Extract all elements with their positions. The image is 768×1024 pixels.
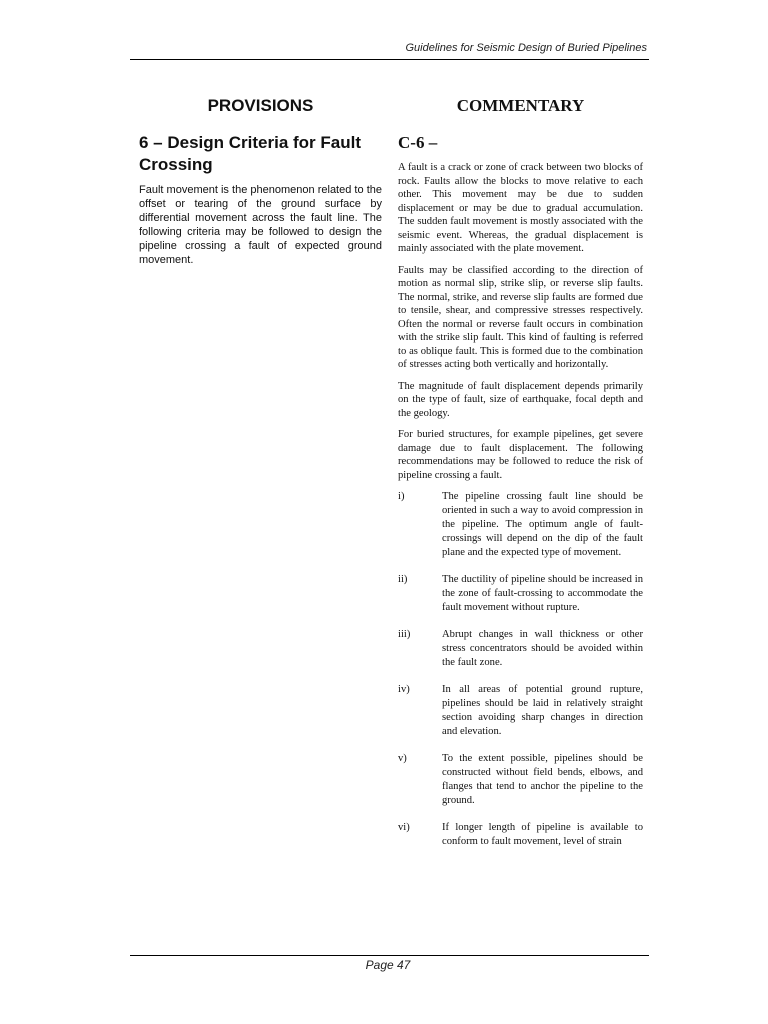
commentary-paragraph: Faults may be classified according to the direction of motion as normal slip, strike slip, or reverse slip faults. The normal, strike, and reverse slip faults are formed due to tensile, shear, and compressive stresses respectively. Often the normal or reverse fault occurs in combination with the strike slip fault. This kind of faulting is referred to as oblique fault. This is formed due to the combination of stresses acting both vertically and horizontally. bbox=[398, 264, 643, 370]
commentary-paragraph: The magnitude of fault displacement depends primarily on the type of fault, size of earthquake, focal depth and the geology. bbox=[398, 380, 643, 419]
commentary-column bbox=[398, 94, 643, 862]
list-item bbox=[398, 490, 643, 560]
list-item-text: To the extent possible, pipelines should be constructed without field bends, elbows, and flanges that tend to anchor the pipeline to the ground. bbox=[442, 753, 643, 806]
list-item bbox=[398, 752, 643, 808]
list-item-number: iv) bbox=[398, 684, 410, 695]
provisions-section-title: 6 – Design Criteria for Fault Crossing bbox=[139, 133, 361, 174]
list-item-text: In all areas of potential ground rupture, pipelines should be laid in relatively straight section avoiding sharp changes in direction and elevation. bbox=[442, 684, 643, 737]
list-item-number: v) bbox=[398, 753, 407, 764]
provisions-heading: PROVISIONS bbox=[207, 96, 314, 115]
list-item bbox=[398, 821, 643, 849]
list-item bbox=[398, 573, 643, 615]
running-header: Guidelines for Seismic Design of Buried Pipelines bbox=[405, 42, 647, 54]
commentary-paragraph: For buried structures, for example pipelines, get severe damage due to fault displacement. The following recommendations may be followed to reduce the risk of pipeline crossing a fault. bbox=[398, 429, 643, 481]
recommendation-list bbox=[398, 490, 643, 849]
list-item bbox=[398, 683, 643, 739]
list-item-text: The pipeline crossing fault line should be oriented in such a way to avoid compression in the pipeline. The optimum angle of fault-crossings will depend on the dip of the fault plane and the expected type of movement. bbox=[442, 491, 643, 558]
provisions-column bbox=[139, 94, 382, 267]
list-item-number: ii) bbox=[398, 574, 408, 585]
header-rule bbox=[130, 59, 649, 60]
commentary-section-title: C-6 – bbox=[398, 133, 438, 152]
list-item-number: i) bbox=[398, 491, 405, 502]
footer-rule bbox=[130, 955, 649, 956]
commentary-paragraph: A fault is a crack or zone of crack between two blocks of rock. Faults allow the blocks to move relative to each other. This movement may be due to sudden displacement or may be due to gradual accumulation. The sudden fault movement is mostly associated with the seismic event. Whereas, the gradual displacement is mainly associated with the plate movement. bbox=[398, 162, 643, 254]
list-item-text: The ductility of pipeline should be increased in the zone of fault-crossing to accommodate the fault movement without rupture. bbox=[442, 574, 643, 613]
list-item-text: Abrupt changes in wall thickness or other stress concentrators should be avoided within the fault zone. bbox=[442, 629, 643, 668]
list-item-text: If longer length of pipeline is available to conform to fault movement, level of strain bbox=[442, 822, 643, 847]
commentary-heading: COMMENTARY bbox=[456, 96, 585, 115]
list-item bbox=[398, 628, 643, 670]
provisions-paragraph: Fault movement is the phenomenon related to the offset or tearing of the ground surface by differential movement across the fault line. The following criteria may be followed to design the pipeline crossing a fault of expected ground movement. bbox=[139, 184, 382, 266]
list-item-number: vi) bbox=[398, 822, 410, 833]
page-number: Page 47 bbox=[365, 958, 411, 972]
list-item-number: iii) bbox=[398, 629, 411, 640]
